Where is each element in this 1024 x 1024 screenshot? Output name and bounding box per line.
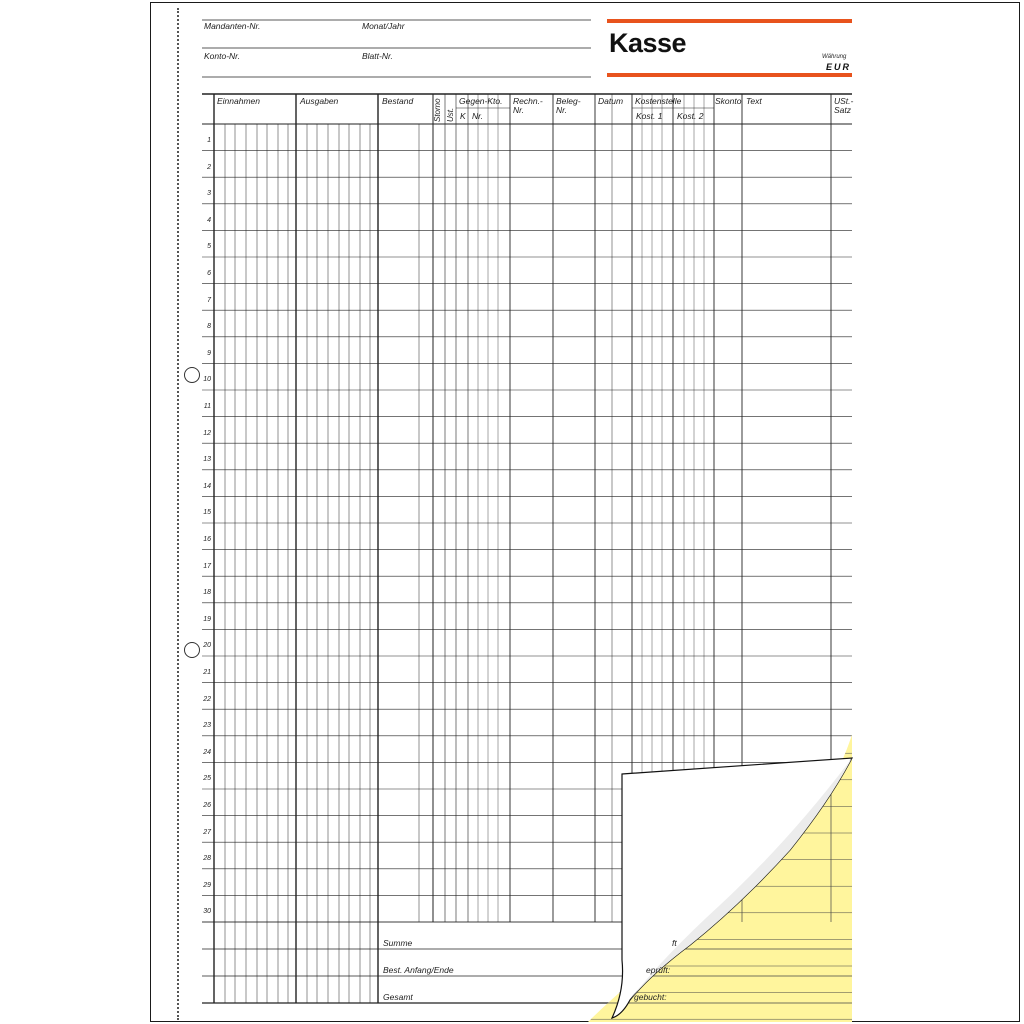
row-number: 22 — [203, 695, 211, 703]
mandanten-nr-label: Mandanten-Nr. — [204, 21, 261, 31]
header-kost1: Kost. 1 — [636, 111, 663, 121]
header-kostenstelle: Kostenstelle — [635, 96, 682, 106]
header-bestand: Bestand — [382, 96, 414, 106]
header-beleg-nr: Beleg- Nr. — [556, 96, 581, 115]
header-nr: Nr. — [472, 111, 484, 121]
header-einnahmen: Einnahmen — [217, 96, 261, 106]
row-number: 15 — [203, 509, 211, 517]
row-number: 18 — [203, 589, 211, 597]
header-datum: Datum — [598, 96, 624, 106]
row-number: 25 — [203, 775, 211, 783]
currency-label: Währung — [822, 54, 847, 60]
row-number: 27 — [203, 828, 211, 836]
header-rechn-nr: Rechn.- Nr. — [513, 96, 543, 115]
row-number: 12 — [203, 429, 211, 437]
row-number: 16 — [203, 536, 211, 543]
header-ausgaben: Ausgaben — [300, 96, 339, 106]
row-number: 4 — [207, 216, 211, 224]
row-number: 29 — [203, 881, 211, 889]
header-storno: Storno — [433, 98, 442, 122]
header-gegenkto: Gegen-Kto. — [459, 96, 503, 106]
row-number: 2 — [207, 163, 211, 171]
row-number: 23 — [203, 722, 211, 730]
header-k: K — [460, 111, 466, 121]
monat-jahr-label: Monat/Jahr — [362, 21, 405, 31]
row-number: 11 — [203, 403, 211, 410]
form-title: Kasse — [609, 28, 687, 58]
header-ust-satz: USt.- Satz — [834, 96, 854, 115]
copy-fragment-gepruft: eprüft: — [646, 965, 671, 975]
footer-summe: Summe — [383, 938, 413, 948]
row-number: 1 — [207, 137, 211, 144]
row-number: 8 — [207, 323, 211, 331]
header-skonto: Skonto — [715, 96, 742, 106]
copy-fragment-1: ft — [672, 938, 677, 948]
row-number: 30 — [203, 908, 211, 916]
row-number: 24 — [203, 748, 211, 756]
row-number: 5 — [207, 243, 211, 251]
row-number: 9 — [207, 349, 211, 357]
header-ust: Ust. — [446, 107, 455, 122]
header-kost2: Kost. 2 — [677, 111, 704, 121]
row-number: 13 — [203, 456, 211, 464]
blatt-nr-label: Blatt-Nr. — [362, 51, 393, 61]
footer-best-anfang-ende: Best. Anfang/Ende — [383, 965, 454, 975]
row-number: 17 — [203, 562, 211, 570]
copy-fragment-gebucht: gebucht: — [634, 992, 667, 1002]
row-number: 3 — [207, 190, 211, 198]
header-text: Text — [746, 96, 762, 106]
currency-value: EUR — [826, 62, 852, 72]
row-number: 19 — [203, 615, 211, 623]
konto-nr-label: Konto-Nr. — [204, 51, 241, 61]
row-number: 10 — [203, 376, 211, 384]
row-number: 20 — [203, 642, 211, 650]
footer-gesamt: Gesamt — [383, 992, 413, 1002]
row-number: 14 — [203, 482, 211, 490]
row-number: 7 — [207, 296, 211, 304]
row-number: 26 — [203, 802, 211, 809]
row-number: 6 — [207, 270, 211, 277]
row-number: 28 — [203, 855, 211, 863]
row-number: 21 — [203, 669, 211, 676]
